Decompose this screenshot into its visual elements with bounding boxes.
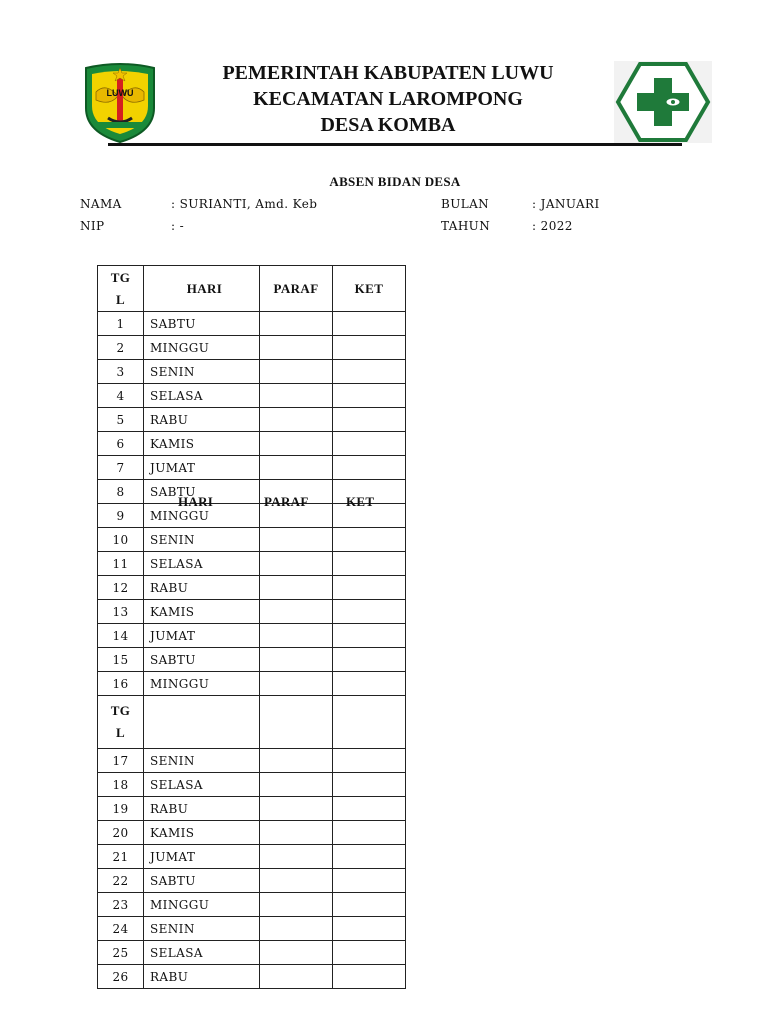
cell-hari: SABTU [144,312,260,336]
cell-hari: SENIN [144,917,260,941]
table-row [98,600,406,624]
header-tgl-line-2: L [115,291,126,307]
cell-hari: JUMAT [144,624,260,648]
cell-tgl: 12 [98,576,144,600]
cell-hari: MINGGU [144,893,260,917]
table-row [98,576,406,600]
header-tgl [98,696,144,749]
document-title: ABSEN BIDAN DESA [329,174,461,189]
cell-paraf[interactable] [260,432,333,456]
cell-tgl: 11 [98,552,144,576]
table-row [98,749,406,773]
cell-hari: JUMAT [144,845,260,869]
table-row [98,773,406,797]
cell-ket[interactable] [333,456,406,480]
cell-tgl: 19 [98,797,144,821]
cell-ket[interactable] [333,965,406,989]
cell-tgl: 22 [98,869,144,893]
table-row [98,528,406,552]
cell-hari: RABU [144,576,260,600]
header-tgl-line-2: L [115,725,126,740]
cell-ket[interactable] [333,312,406,336]
cell-ket[interactable] [333,917,406,941]
cell-ket[interactable] [333,432,406,456]
cell-tgl: 21 [98,845,144,869]
table-row [98,917,406,941]
cell-ket[interactable] [333,893,406,917]
cell-paraf[interactable] [260,528,333,552]
table-header-row [98,696,406,749]
cell-hari: SENIN [144,528,260,552]
cell-tgl: 18 [98,773,144,797]
header-hari: HARI [144,266,260,312]
header-line-3: DESA KOMBA [320,114,456,136]
attendance-table [97,265,406,989]
header-tgl-line-1: TG [110,703,131,718]
cell-tgl: 1 [98,312,144,336]
cell-hari: RABU [144,797,260,821]
cell-tgl: 8 [98,480,144,504]
cell-ket[interactable] [333,749,406,773]
cell-tgl: 15 [98,648,144,672]
cell-tgl: 20 [98,821,144,845]
tahun-value: : 2022 [532,219,573,233]
health-cross-emblem-icon [614,61,712,143]
cell-ket[interactable] [333,360,406,384]
cell-paraf[interactable] [260,624,333,648]
bulan-value: : JANUARI [532,197,600,211]
cell-hari: MINGGU [144,336,260,360]
cell-tgl: 23 [98,893,144,917]
cell-tgl: 5 [98,408,144,432]
cell-paraf[interactable] [260,456,333,480]
cell-ket[interactable] [333,773,406,797]
table-row [98,624,406,648]
cell-hari: SABTU [144,869,260,893]
cell-hari: SELASA [144,384,260,408]
header-paraf [260,696,333,749]
cell-paraf[interactable] [260,893,333,917]
cell-tgl: 25 [98,941,144,965]
cell-tgl: 17 [98,749,144,773]
cell-ket[interactable] [333,797,406,821]
cell-hari: KAMIS [144,600,260,624]
cell-tgl: 13 [98,600,144,624]
table-header-row [98,266,406,312]
cell-hari: MINGGU [144,504,260,528]
table-row [98,869,406,893]
cell-ket[interactable] [333,600,406,624]
cell-ket[interactable] [333,408,406,432]
header-ket: KET [333,266,406,312]
header-block [160,60,616,138]
nip-value: : - [171,219,185,233]
table-row [98,360,406,384]
header-divider [108,143,682,146]
cell-paraf[interactable] [260,797,333,821]
cell-paraf[interactable] [260,773,333,797]
table-row [98,845,406,869]
nip-label: NIP [80,219,105,233]
cell-hari: SELASA [144,773,260,797]
cell-tgl: 2 [98,336,144,360]
table-row [98,941,406,965]
cell-hari: SELASA [144,552,260,576]
cell-ket[interactable] [333,869,406,893]
table-row [98,965,406,989]
tahun-label: TAHUN [441,219,491,233]
cell-tgl: 3 [98,360,144,384]
table-row [98,384,406,408]
table-row [98,432,406,456]
cell-ket[interactable] [333,672,406,696]
header-line-1: PEMERINTAH KABUPATEN LUWU [222,62,554,84]
cell-ket[interactable] [333,941,406,965]
table-row [98,336,406,360]
nama-label: NAMA [80,197,122,211]
cell-ket[interactable] [333,624,406,648]
cell-tgl: 6 [98,432,144,456]
cell-tgl: 10 [98,528,144,552]
table-row [98,821,406,845]
cell-paraf[interactable] [260,336,333,360]
cell-paraf[interactable] [260,672,333,696]
cell-ket[interactable] [333,552,406,576]
header-ket [333,696,406,749]
cell-paraf[interactable] [260,845,333,869]
nama-value: : SURIANTI, Amd. Keb [171,197,318,211]
cell-paraf[interactable] [260,408,333,432]
cell-paraf[interactable] [260,749,333,773]
table-row [98,456,406,480]
cell-hari: SENIN [144,749,260,773]
cell-tgl: 7 [98,456,144,480]
table-row [98,552,406,576]
cell-hari: SABTU [144,648,260,672]
table-row [98,797,406,821]
cell-paraf[interactable] [260,821,333,845]
cell-tgl: 26 [98,965,144,989]
header-hari [144,696,260,749]
cell-paraf[interactable] [260,869,333,893]
cell-paraf[interactable] [260,941,333,965]
header-tgl-line-1: TG [110,269,131,285]
cell-paraf[interactable] [260,917,333,941]
table-row [98,672,406,696]
cell-hari: SABTU [144,480,260,504]
cell-ket[interactable] [333,576,406,600]
cell-tgl: 24 [98,917,144,941]
cell-hari: KAMIS [144,821,260,845]
cell-paraf[interactable] [260,312,333,336]
cell-hari: SELASA [144,941,260,965]
cell-tgl: 16 [98,672,144,696]
overlap-header-paraf: PARAF [264,494,309,509]
cell-ket[interactable] [333,648,406,672]
cell-tgl: 9 [98,504,144,528]
overlap-header-hari: HARI [178,494,214,509]
header-tgl [98,266,144,312]
cell-tgl: 14 [98,624,144,648]
cell-hari: SENIN [144,360,260,384]
table-row [98,312,406,336]
cell-paraf[interactable] [260,648,333,672]
cell-paraf[interactable] [260,360,333,384]
table-row [98,893,406,917]
cell-paraf[interactable] [260,965,333,989]
cell-ket[interactable] [333,336,406,360]
cell-ket[interactable] [333,528,406,552]
cell-tgl: 4 [98,384,144,408]
cell-paraf[interactable] [260,576,333,600]
cell-hari: JUMAT [144,456,260,480]
header-line-2: KECAMATAN LAROMPONG [253,88,523,110]
header-paraf: PARAF [260,266,333,312]
cell-ket[interactable] [333,384,406,408]
cell-hari: KAMIS [144,432,260,456]
overlap-header-ket: KET [346,494,375,509]
table-row [98,648,406,672]
table-row [98,408,406,432]
cell-paraf[interactable] [260,552,333,576]
cell-ket[interactable] [333,845,406,869]
cell-paraf[interactable] [260,384,333,408]
bulan-label: BULAN [441,197,490,211]
cell-ket[interactable] [333,821,406,845]
cell-hari: MINGGU [144,672,260,696]
cell-paraf[interactable] [260,600,333,624]
cell-hari: RABU [144,408,260,432]
cell-hari: RABU [144,965,260,989]
logo-left-text: LUWU [106,88,134,98]
kabupaten-luwu-emblem-icon [82,62,158,144]
